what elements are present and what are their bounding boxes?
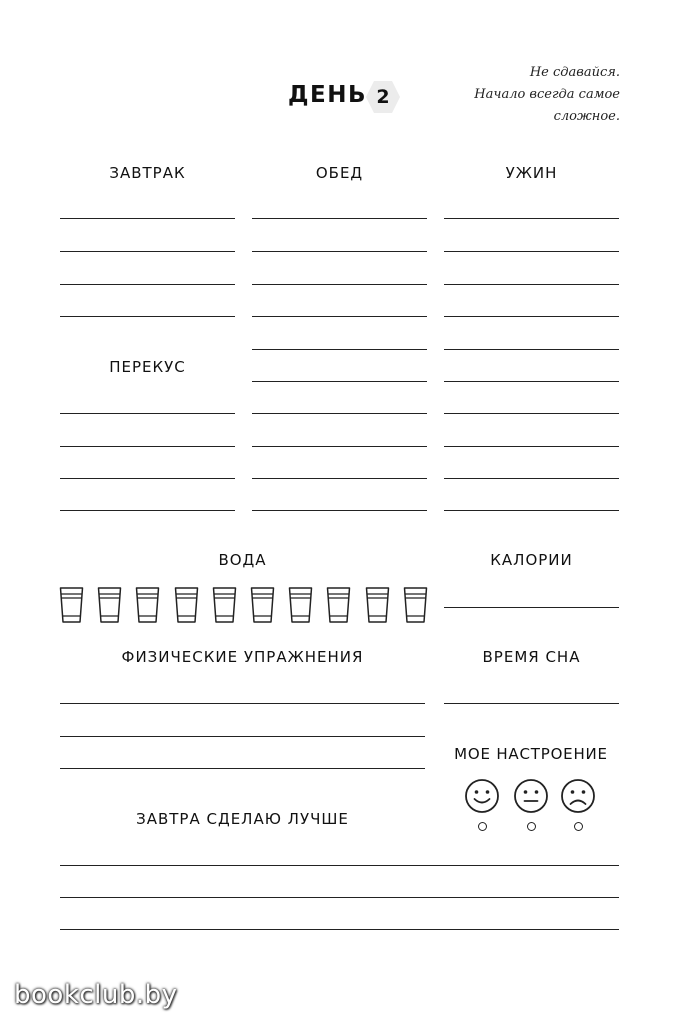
lunch-line[interactable] [252,478,427,479]
water-glass-icon[interactable] [365,586,390,624]
water-glass-icon[interactable] [326,586,351,624]
day-number-badge [365,80,401,114]
tomorrow-line[interactable] [60,865,619,866]
dinner-line[interactable] [444,446,619,447]
lunch-line[interactable] [252,446,427,447]
breakfast-line[interactable] [60,218,235,219]
breakfast-label: ЗАВТРАК [109,164,186,182]
dinner-label: УЖИН [505,164,558,182]
dinner-line[interactable] [444,284,619,285]
exercise-label: ФИЗИЧЕСКИЕ УПРАЖНЕНИЯ [121,648,364,666]
exercise-line[interactable] [60,703,425,704]
water-glass-icon[interactable] [174,586,199,624]
water-glass-icon[interactable] [403,586,428,624]
exercise-line[interactable] [60,768,425,769]
dinner-line[interactable] [444,316,619,317]
day-number: 2 [376,86,390,108]
tomorrow-line[interactable] [60,897,619,898]
calories-line[interactable] [444,607,619,608]
dinner-line[interactable] [444,381,619,382]
water-glass-icon[interactable] [135,586,160,624]
lunch-line[interactable] [252,381,427,382]
sad-face-icon[interactable] [560,778,596,814]
happy-face-icon[interactable] [464,778,500,814]
snack-line[interactable] [60,446,235,447]
mood-label: МОЕ НАСТРОЕНИЕ [454,745,608,763]
lunch-line[interactable] [252,413,427,414]
dinner-line[interactable] [444,413,619,414]
dinner-line[interactable] [444,510,619,511]
watermark: bookclub.by [14,980,178,1010]
dinner-line[interactable] [444,218,619,219]
quote-line-2: Начало всегда самое [474,87,620,102]
mood-select-neutral[interactable] [527,822,536,831]
lunch-line[interactable] [252,316,427,317]
breakfast-line[interactable] [60,316,235,317]
snack-line[interactable] [60,478,235,479]
dinner-line[interactable] [444,251,619,252]
breakfast-line[interactable] [60,251,235,252]
mood-select-happy[interactable] [478,822,487,831]
water-glass-icon[interactable] [250,586,275,624]
snack-line[interactable] [60,510,235,511]
water-glass-icon[interactable] [212,586,237,624]
lunch-line[interactable] [252,349,427,350]
sleep-label: ВРЕМЯ СНА [482,648,581,666]
snack-line[interactable] [60,413,235,414]
lunch-label: ОБЕД [315,164,364,182]
lunch-line[interactable] [252,218,427,219]
tomorrow-label: ЗАВТРА СДЕЛАЮ ЛУЧШЕ [136,810,349,828]
dinner-line[interactable] [444,349,619,350]
tomorrow-line[interactable] [60,929,619,930]
quote-line-3: сложное. [553,109,620,124]
neutral-face-icon[interactable] [513,778,549,814]
snack-label: ПЕРЕКУС [109,358,186,376]
water-glass-icon[interactable] [288,586,313,624]
lunch-line[interactable] [252,251,427,252]
water-glass-icon[interactable] [59,586,84,624]
water-glass-icon[interactable] [97,586,122,624]
sleep-line[interactable] [444,703,619,704]
quote-line-1: Не сдавайся. [529,65,620,80]
exercise-line[interactable] [60,736,425,737]
motivational-quote [474,62,620,128]
day-title: ДЕНЬ [288,82,367,108]
water-label: ВОДА [218,551,267,569]
mood-select-sad[interactable] [574,822,583,831]
calories-label: КАЛОРИИ [490,551,573,569]
lunch-line[interactable] [252,510,427,511]
dinner-line[interactable] [444,478,619,479]
lunch-line[interactable] [252,284,427,285]
breakfast-line[interactable] [60,284,235,285]
